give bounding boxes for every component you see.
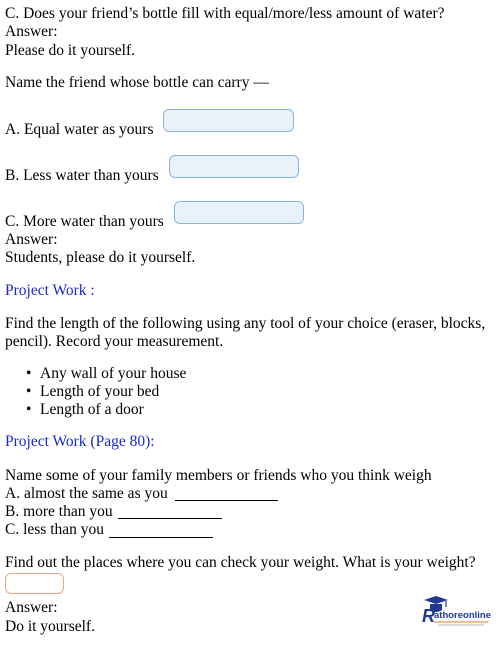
logo-text: athoreonline [434, 610, 492, 621]
weigh-prompt: Name some of your family members or friends who you think weigh [5, 467, 432, 484]
bullet-item: • Length of a door [40, 401, 144, 419]
name-prompt: Name the friend whose bottle can carry — [5, 74, 269, 91]
blank-line-a[interactable] [175, 500, 278, 501]
option-b-input[interactable] [169, 155, 299, 178]
weigh-option-b: B. more than you [5, 503, 113, 520]
length-prompt-line-2: pencil). Record your measurement. [5, 333, 224, 350]
bullet-item: • Any wall of your house [40, 365, 186, 383]
answer-label-1: Answer: [5, 23, 58, 40]
answer-text-1: Please do it yourself. [5, 42, 136, 59]
project-work-heading-1: Project Work : [5, 282, 95, 299]
option-a-label: A. Equal water as yours [5, 121, 154, 138]
weight-prompt: Find out the places where you can check your weight. What is your weight? [5, 554, 476, 571]
option-c-input[interactable] [174, 201, 304, 224]
answer-text-3: Do it yourself. [5, 618, 95, 635]
answer-label-2: Answer: [5, 231, 58, 248]
option-b-label: B. Less water than yours [5, 167, 159, 184]
project-work-heading-2: Project Work (Page 80): [5, 433, 155, 450]
rathoreonline-logo [420, 594, 492, 628]
answer-label-3: Answer: [5, 599, 58, 616]
answer-text-2: Students, please do it yourself. [5, 249, 196, 266]
blank-line-c[interactable] [109, 537, 213, 538]
length-prompt-line-1: Find the length of the following using any tool of your choice (eraser, blocks, [5, 315, 486, 332]
weigh-option-a: A. almost the same as you [5, 485, 168, 502]
option-c-label: C. More water than yours [5, 213, 164, 230]
option-a-input[interactable] [163, 109, 294, 132]
svg-text:R: R [422, 606, 435, 626]
blank-line-b[interactable] [118, 518, 222, 519]
weight-input[interactable] [5, 573, 64, 594]
bullet-item: • Length of your bed [40, 383, 159, 401]
weigh-option-c: C. less than you [5, 521, 105, 538]
question-c: C. Does your friend’s bottle fill with equal/more/less amount of water? [5, 5, 445, 22]
